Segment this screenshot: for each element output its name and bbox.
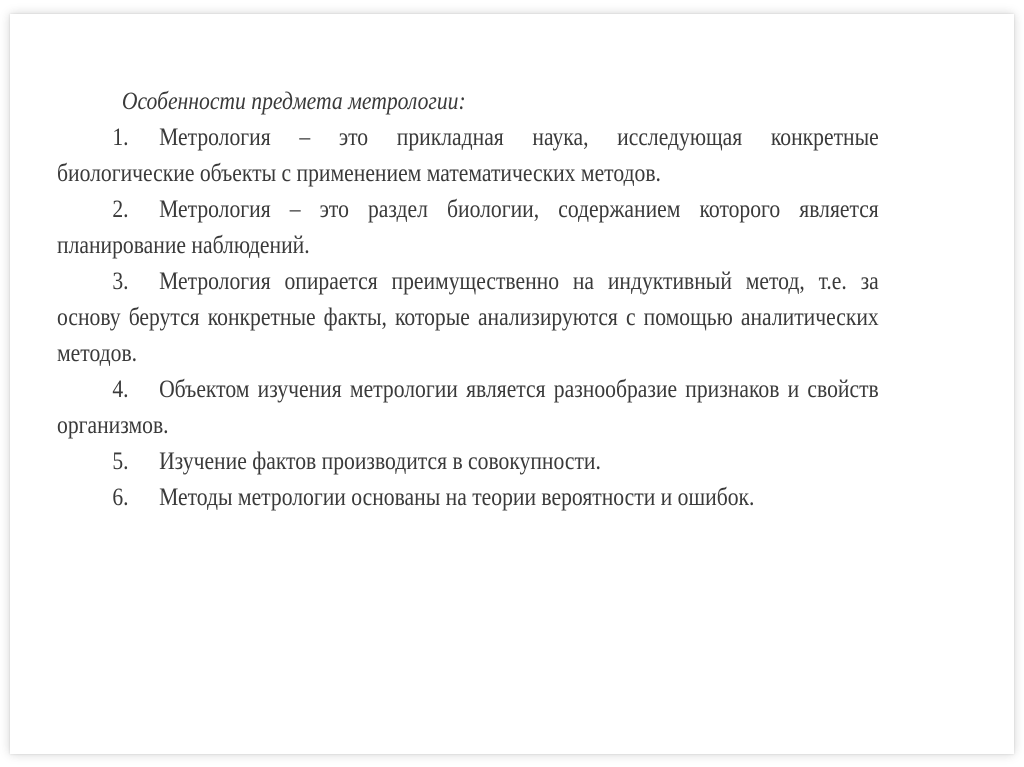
list-item-number: 6. — [112, 484, 129, 511]
list-item-number: 2. — [112, 196, 129, 223]
document-heading: Особенности предмета метрологии: — [121, 88, 466, 115]
list-item-number: 5. — [112, 448, 129, 475]
list-item-number: 4. — [112, 376, 129, 403]
list-item-number: 1. — [112, 124, 129, 151]
list-item-text: Изучение фактов производится в совокупности. — [159, 448, 601, 475]
list-item — [57, 372, 879, 444]
list-item — [57, 120, 879, 192]
list-item-number: 3. — [112, 268, 129, 295]
list-item-text: Методы метрологии основаны на теории вероятности и ошибок. — [159, 484, 755, 511]
list-item-text: Метрология – это прикладная наука, исследующая конкретные биологические объекты с применением математических методов. — [57, 124, 879, 187]
list-item — [57, 264, 879, 372]
list-item — [57, 444, 879, 480]
slide — [10, 14, 1014, 754]
document-body — [57, 84, 879, 516]
list-item-text: Метрология опирается преимущественно на индуктивный метод, т.е. за основу берутся конкретные факты, которые анализируются с помощью аналитических методов. — [57, 268, 879, 367]
list-item — [57, 192, 879, 264]
list-item-text: Метрология – это раздел биологии, содержанием которого является планирование наблюдений. — [57, 196, 879, 259]
list-item-text: Объектом изучения метрологии является разнообразие признаков и свойств организмов. — [57, 376, 879, 439]
list-item — [57, 480, 879, 516]
